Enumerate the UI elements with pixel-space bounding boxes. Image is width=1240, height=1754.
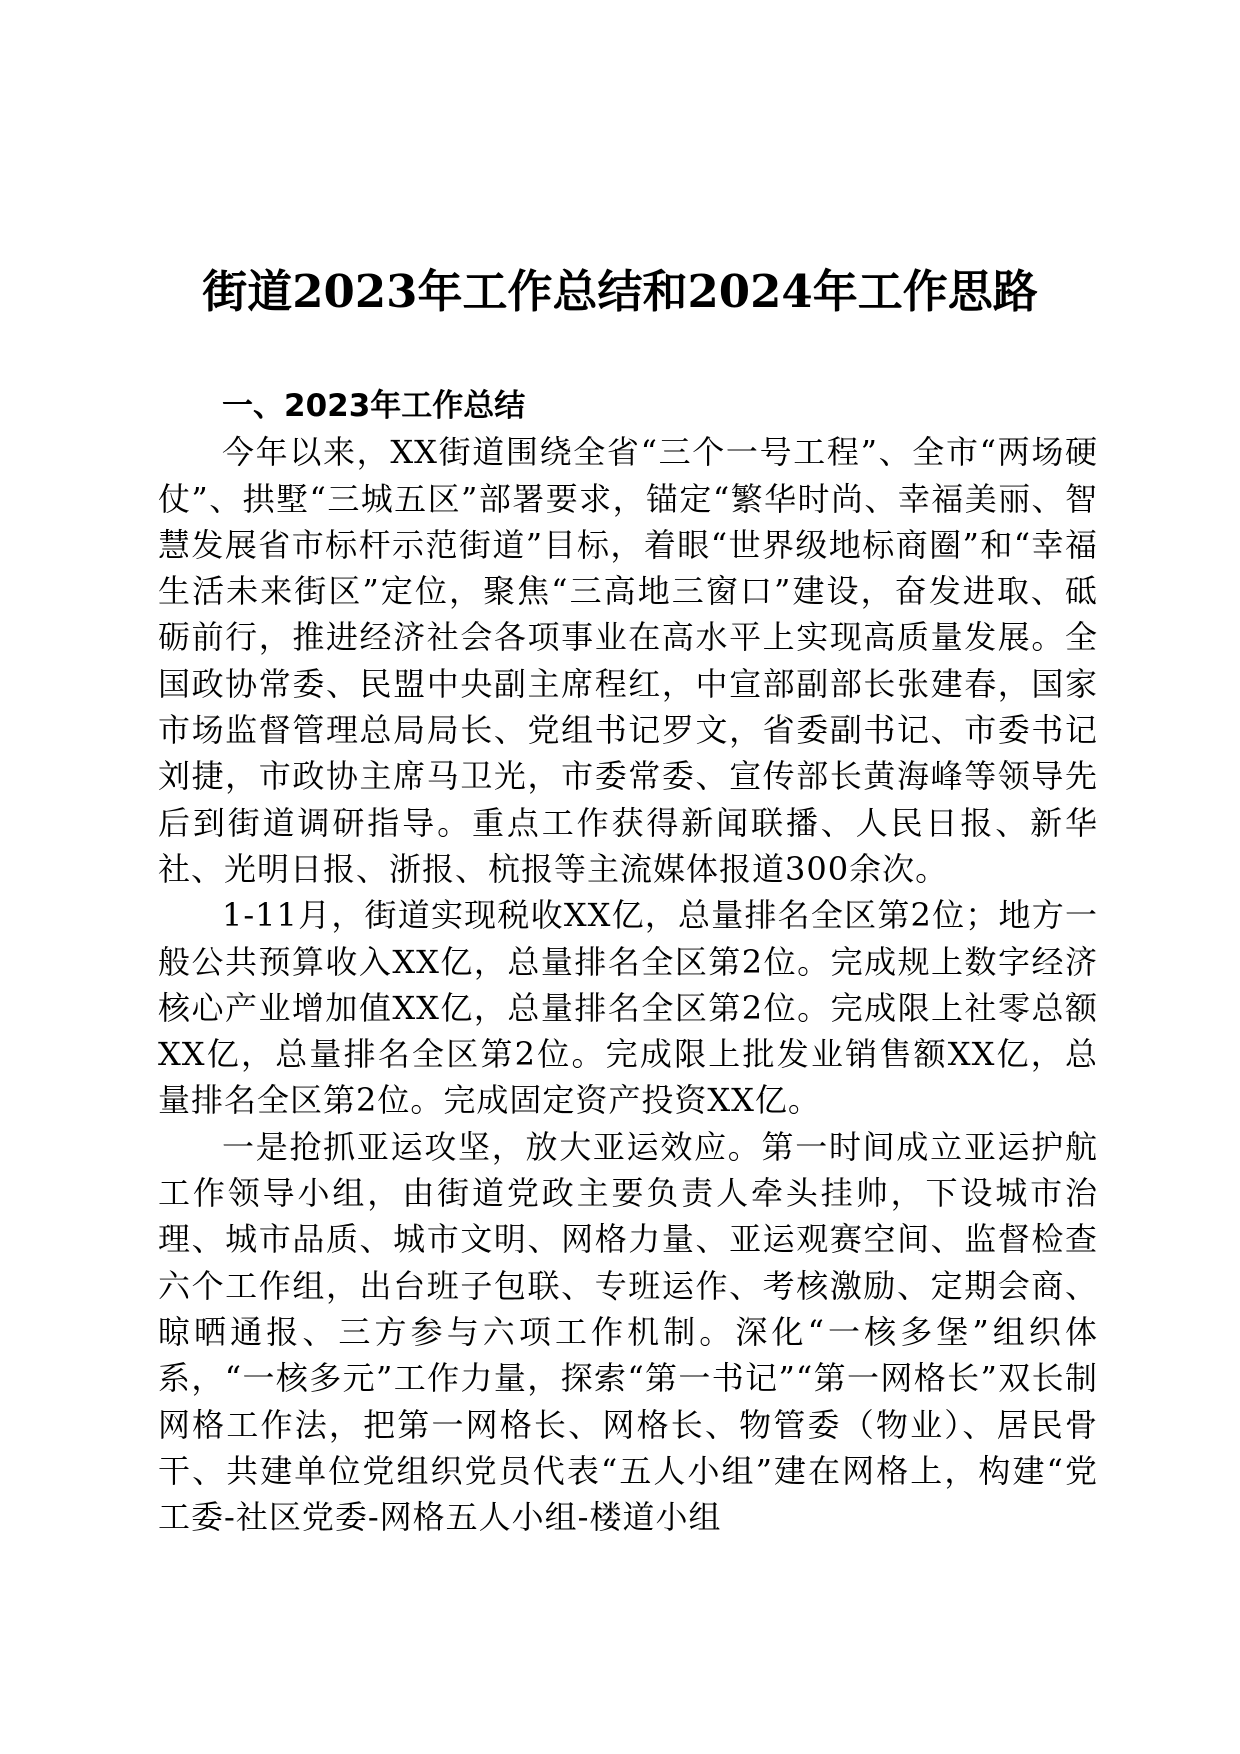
paragraph-intro: 今年以来，XX街道围绕全省“三个一号工程”、全市“两场硬仗”、拱墅“三城五区”部署要求，锚定“繁华时尚、幸福美丽、智慧发展省市标杆示范街道”目标，着眼“世界级地标商圈”和“幸福生活未来街区”定位，聚焦“三高地三窗口”建设，奋发进取、砥砺前行，推进经济社会各项事业在高水平上实现高质量发展。全国政协常委、民盟中央副主席程红，中宣部副部长张建春，国家市场监督管理总局局长、党组书记罗文，省委副书记、市委书记刘捷，市政协主席马卫光，市委常委、宣传部长黄海峰等领导先后到街道调研指导。重点工作获得新闻联播、人民日报、新华社、光明日报、浙报、杭报等主流媒体报道300余次。 [158, 433, 1098, 888]
paragraph-economy: 1-11月，街道实现税收XX亿，总量排名全区第2位；地方一般公共预算收入XX亿，总量排名全区第2位。完成规上数字经济核心产业增加值XX亿，总量排名全区第2位。完成限上社零总额XX亿，总量排名全区第2位。完成限上批发业销售额XX亿，总量排名全区第2位。完成固定资产投资XX亿。 [158, 896, 1098, 1120]
section-heading: 一、2023年工作总结 [222, 388, 526, 424]
document-body [158, 383, 1098, 1540]
document-title: 街道2023年工作总结和2024年工作思路 [202, 265, 1038, 318]
paragraph-asian-games: 一是抢抓亚运攻坚，放大亚运效应。第一时间成立亚运护航工作领导小组，由街道党政主要负责人牵头挂帅，下设城市治理、城市品质、城市文明、网格力量、亚运观赛空间、监督检查六个工作组，出台班子包联、专班运作、考核激励、定期会商、晾晒通报、三方参与六项工作机制。深化“一核多堡”组织体系，“一核多元”工作力量，探索“第一书记”“第一网格长”双长制网格工作法，把第一网格长、网格长、物管委（物业）、居民骨干、共建单位党组织党员代表“五人小组”建在网格上，构建“党工委-社区党委-网格五人小组-楼道小组 [158, 1127, 1098, 1537]
